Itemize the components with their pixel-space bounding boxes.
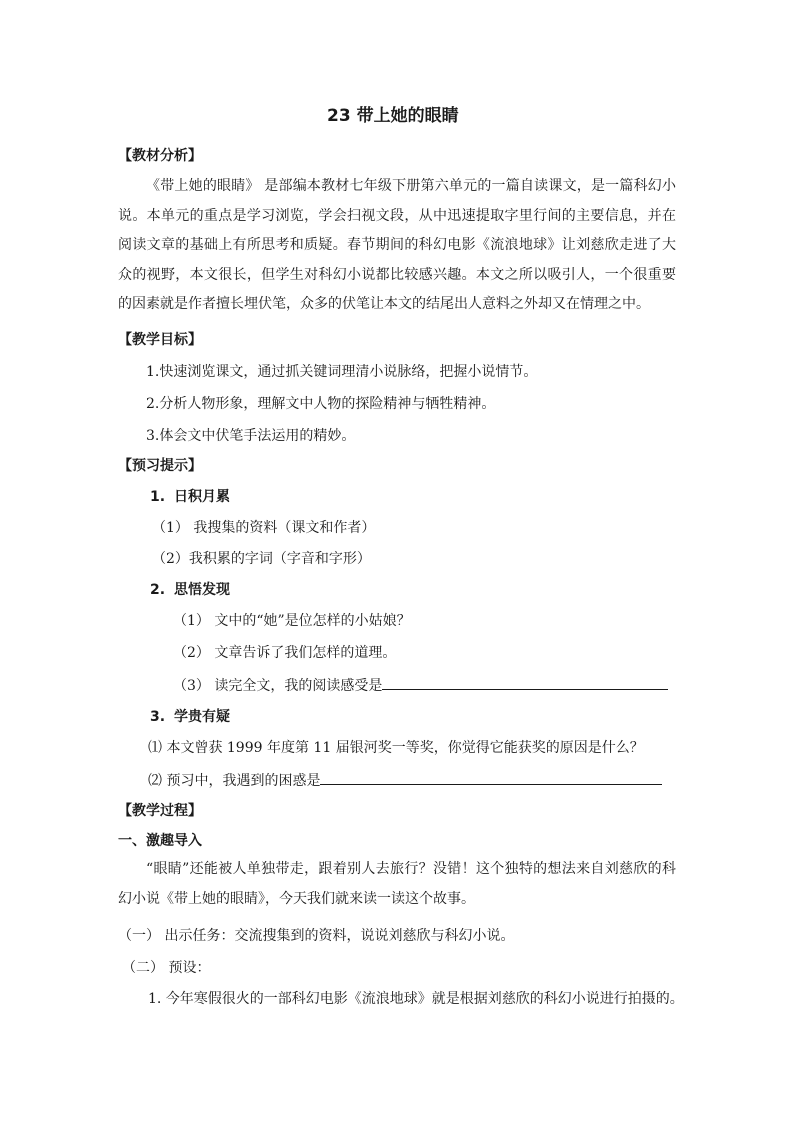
preview-1-item: （2）我积累的字词（字音和字形） <box>152 551 371 567</box>
preview-2-item: （1） 文中的“她”是位怎样的小姑娘？ <box>173 613 411 629</box>
preview-2-item: （3） 读完全文，我的阅读感受是 <box>173 678 383 694</box>
goals-heading: 【教学目标】 <box>118 332 202 348</box>
preview-3-item: ⑵ 预习中，我遇到的困惑是 <box>148 773 321 789</box>
answer-blank[interactable] <box>382 675 668 690</box>
preview-1-item: （1） 我搜集的资料（课文和作者） <box>152 520 376 536</box>
preview-2-item-with-blank <box>173 675 668 696</box>
goal-item: 3.体会文中伏笔手法运用的精妙。 <box>146 428 356 444</box>
preview-1-title: 日积月累 <box>174 489 230 505</box>
task-line: （一） 出示任务：交流搜集到的资料，说说刘慈欣与科幻小说。 <box>118 928 515 944</box>
preset-line: （二） 预设： <box>122 960 211 976</box>
preview-1-number: 1. <box>150 489 166 505</box>
preview-2-number: 2. <box>150 582 166 598</box>
process-heading: 【教学过程】 <box>118 803 202 819</box>
analysis-heading: 【教材分析】 <box>118 148 202 164</box>
preset-item: 1. 今年寒假很火的一部科幻电影《流浪地球》就是根据刘慈欣的科幻小说进行拍摄的。 <box>148 991 684 1007</box>
preview-3-title: 学贵有疑 <box>174 709 230 725</box>
goal-item: 2.分析人物形象，理解文中人物的探险精神与牺牲精神。 <box>146 396 496 412</box>
answer-blank[interactable] <box>320 770 662 785</box>
goal-item: 1.快速浏览课文，通过抓关键词理清小说脉络，把握小说情节。 <box>146 364 538 380</box>
analysis-paragraph: 《带上她的眼睛》 是部编本教材七年级下册第六单元的一篇自读课文，是一篇科幻小说。本单元的重点是学习浏览，学会扫视文段，从中迅速提取字里行间的主要信息，并在阅读文章的基础上有所思考和质疑。春节期间的科幻电影《流浪地球》让刘慈欣走进了大众的视野，本文很长，但学生对科幻小说都比较感兴趣。本文之所以吸引人，一个很重要的因素就是作者擅长埋伏笔，众多的伏笔让本文的结尾出人意料之外却又在情理之中。 <box>118 178 676 312</box>
part1-heading: 一、激趣导入 <box>118 833 202 849</box>
preview-3-number: 3. <box>150 709 166 725</box>
preview-2-title: 思悟发现 <box>174 582 230 598</box>
preview-3-item-with-blank <box>148 770 662 791</box>
page-title: 23 带上她的眼睛 <box>327 106 459 126</box>
preview-3-item: ⑴ 本文曾获 1999 年度第 11 届银河奖一等奖，你觉得它能获奖的原因是什么？ <box>148 740 644 756</box>
preview-heading: 【预习提示】 <box>118 458 202 474</box>
preview-2-item: （2） 文章告诉了我们怎样的道理。 <box>173 645 397 661</box>
part1-paragraph: “眼睛”还能被人单独带走，跟着别人去旅行？没错！这个独特的想法来自刘慈欣的科幻小说《带上她的眼睛》，今天我们就来读一读这个故事。 <box>118 861 676 907</box>
